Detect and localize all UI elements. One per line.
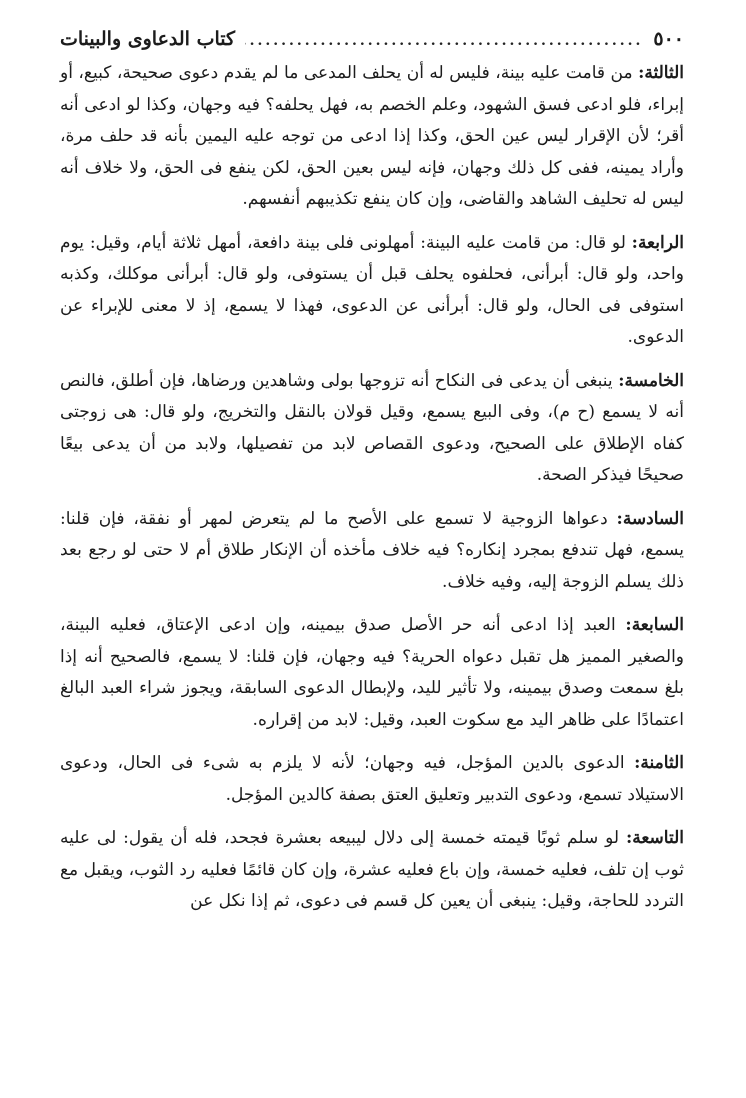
paragraph-third — [60, 58, 684, 216]
paragraph-label: الرابعة: — [631, 232, 684, 253]
page-body — [60, 58, 684, 918]
paragraph-text: دعواها الزوجية لا تسمع على الأصح ما لم يتعرض لمهر أو نفقة، فإن قلنا: يسمع، فهل تندفع بمجرد إنكاره؟ فيه خلاف مأخذه أن الإنكار طلاق أم لا حتى لو رجع بعد ذلك يسلم الزوجة إليه، وفيه خلاف. — [60, 508, 684, 592]
paragraph-label: السابعة: — [625, 615, 684, 635]
paragraph-text: الدعوى بالدين المؤجل، فيه وجهان؛ لأنه لا يلزم به شىء فى الحال، ودعوى الاستيلاد تسمع، ودعوى التدبير وتعليق العتق بصفة كالدين المؤجل. — [60, 753, 684, 805]
paragraph-text: لو قال: من قامت عليه البينة: أمهلونى فلى بينة دافعة، أمهل ثلاثة أيام، وقيل: يوم واحد، ولو قال: أبرأنى، فحلفوه يحلف قبل أن يستوفى، ولو قال: أبرأنى موكلك، وكذبه استوفى فى الحال، ولو قال: أبرأنى عن الدعوى، فهذا لا يسمع، إذ لا معنى للإبراء عن الدعوى. — [60, 232, 684, 347]
paragraph-label: الثالثة: — [638, 63, 684, 83]
book-title: كتاب الدعاوى والبينات — [60, 28, 236, 50]
paragraph-label: الثامنة: — [634, 753, 684, 773]
page-number: ٥٠٠ — [653, 28, 684, 50]
paragraph-ninth — [60, 823, 684, 918]
running-header — [60, 28, 684, 58]
paragraph-label: التاسعة: — [625, 828, 684, 848]
paragraph-fourth — [60, 228, 684, 354]
paragraph-text: من قامت عليه بينة، فليس له أن يحلف المدعى ما لم يقدم دعوى صحيحة، كبيع، أو إبراء، فلو ادعى فسق الشهود، وعلم الخصم به، فهل يحلفه؟ فيه وجهان، وكذا لو ادعى أنه أقر؛ لأن الإقرار ليس عين الحق، وكذا إذا ادعى من توجه عليه اليمين بأنه قد حلف مرة، وأراد يمينه، ففى كل ذلك وجهان، فإنه ليس بعين الحق، لكن ينفع فى الحق، ولا خلاف أنه ليس له تحليف الشاهد والقاضى، وإن كان ينفع تكذيبهم أنفسهم. — [60, 63, 684, 209]
paragraph-fifth — [60, 366, 684, 492]
paragraph-eighth — [60, 748, 684, 811]
paragraph-label: السادسة: — [616, 508, 684, 529]
paragraph-label: الخامسة: — [618, 370, 684, 391]
paragraph-text: العبد إذا ادعى أنه حر الأصل صدق بيمينه، وإن ادعى الإعتاق، فعليه البينة، والصغير المميز هل تقبل دعواه الحرية؟ فيه وجهان، فإن قلنا: لا يسمع، فالصحيح أنه إذا بلغ سمعت وصدق بيمينه، ولا تأثير لليد، ولإبطال الدعوى السابقة، ويجوز شراء العبد البالغ اعتمادًا على ظاهر اليد مع سكوت العبد، وقيل: لابد من إقراره. — [60, 615, 684, 730]
paragraph-text: ينبغى أن يدعى فى النكاح أنه تزوجها بولى وشاهدين ورضاها، فإن أطلق، فالنص أنه لا يسمع (ح م)، وفى البيع يسمع، وقيل قولان بالنقل والتخريج، ولو قال: هى زوجتى كفاه الإطلاق على الصحيح، ودعوى القصاص لابد من تفصيلها، ولابد من أن يدعى بيعًا صحيحًا فيذكر الصحة. — [60, 370, 684, 485]
paragraph-sixth — [60, 504, 684, 599]
header-dot-leader — [245, 33, 643, 49]
paragraph-seventh — [60, 610, 684, 736]
paragraph-text: لو سلم ثوبًا قيمته خمسة إلى دلال ليبيعه بعشرة فجحد، فله أن يقول: لى عليه ثوب إن تلف، فعليه خمسة، وإن باع فعليه عشرة، وإن كان قائمًا فعليه رد الثوب، ويقبل مع التردد للحاجة، وقيل: ينبغى أن يعين كل قسم فى دعوى، ثم إذا نكل عن — [60, 828, 684, 911]
